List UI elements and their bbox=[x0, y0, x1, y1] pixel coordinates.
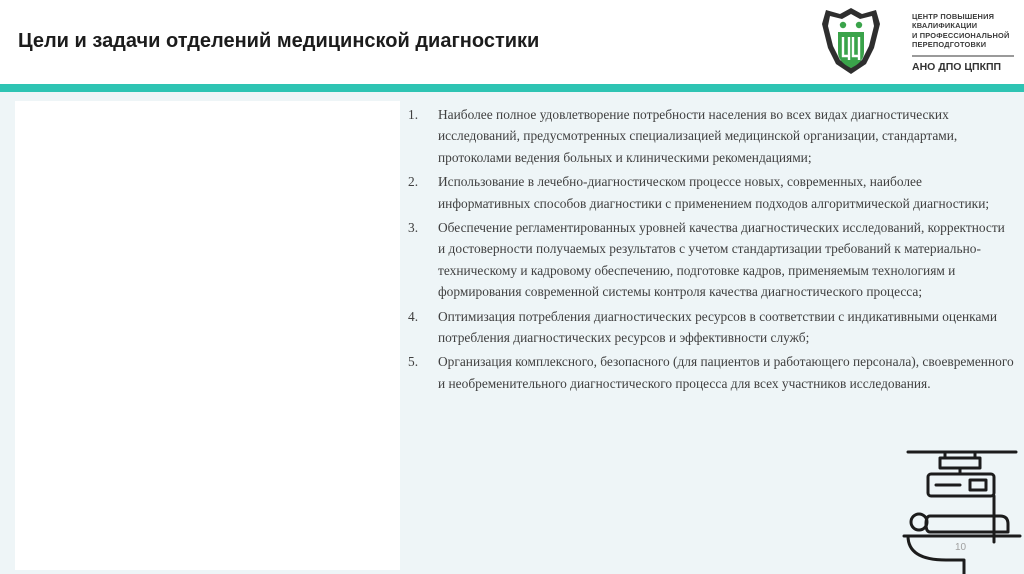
logo-line: И ПРОФЕССИОНАЛЬНОЙ bbox=[912, 30, 1010, 40]
page-number: 10 bbox=[955, 542, 967, 553]
logo-text bbox=[912, 12, 1020, 73]
list-item-text: Оптимизация потребления диагностических ресурсов в соответствии с индикативными оценками потребления диагностических ресурсов и эффективности служб; bbox=[438, 308, 998, 346]
logo-abbreviation: АНО ДПО ЦПКПП bbox=[912, 60, 1002, 73]
goals-list bbox=[408, 104, 1014, 397]
list-item bbox=[408, 306, 1014, 349]
image-placeholder bbox=[15, 101, 400, 570]
list-item-number: 4. bbox=[408, 308, 419, 324]
list-item bbox=[408, 217, 1014, 303]
list-item-text: Наиболее полное удовлетворение потребности населения во всех видах диагностических исследований, предусмотренных специализацией медицинской организации, стандартами, протоколами ведения больных и клиническими рекомендациями; bbox=[438, 107, 958, 165]
header bbox=[0, 0, 1024, 84]
list-item-number: 5. bbox=[408, 354, 419, 370]
logo-line: ПЕРЕПОДГОТОВКИ bbox=[912, 40, 987, 50]
logo-line: КВАЛИФИКАЦИИ bbox=[912, 21, 978, 31]
medical-scanner-patient-icon bbox=[900, 442, 1024, 574]
logo-line: ЦЕНТР ПОВЫШЕНИЯ bbox=[912, 12, 995, 21]
content-area bbox=[0, 92, 1024, 574]
list-item-text: Организация комплексного, безопасного (для пациентов и работающего персонала), своевременного и необременительного диагностического процесса для всех участников исследования. bbox=[438, 354, 1014, 391]
list-item bbox=[408, 171, 1014, 214]
list-item bbox=[408, 351, 1014, 394]
logo-divider bbox=[912, 55, 1014, 57]
owl-emblem-icon bbox=[818, 4, 884, 78]
list-item-number: 3. bbox=[408, 220, 419, 236]
accent-bar bbox=[0, 84, 1024, 92]
list-item bbox=[408, 104, 1014, 168]
list-item-text: Обеспечение регламентированных уровней качества диагностических исследований, корректности и достоверности получаемых результатов с учетом стандартизации требований к материально-техническому и кадровому обеспечению, подготовке кадров, применяемым технологиям и формирования современной системы контроля качества диагностического процесса; bbox=[438, 220, 1005, 300]
list-item-number: 2. bbox=[408, 174, 419, 190]
list-item-text: Использование в лечебно-диагностическом процессе новых, современных, наиболее информативных способов диагностики с применением подходов алгоритмической диагностики; bbox=[438, 174, 990, 211]
page-title: Цели и задачи отделений медицинской диагностики bbox=[18, 30, 540, 52]
list-item-number: 1. bbox=[408, 107, 419, 122]
